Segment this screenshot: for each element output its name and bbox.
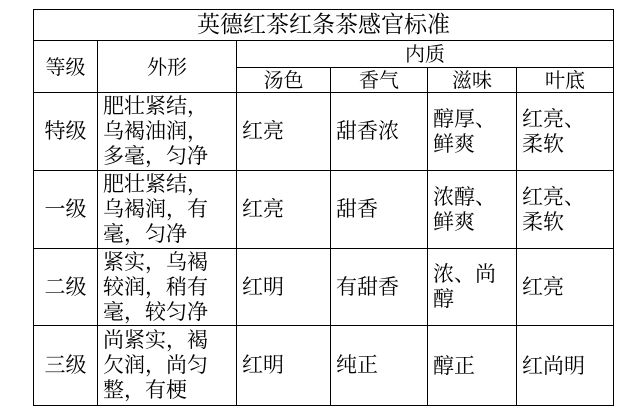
table-row: [34, 326, 614, 406]
cell-infused-leaf-text: 红尚明: [522, 353, 585, 378]
table-row: [34, 171, 614, 249]
tea-grading-table: [33, 9, 614, 406]
cell-grade: 一级: [34, 171, 98, 249]
cell-taste: [428, 249, 517, 326]
cell-taste: [428, 326, 517, 406]
cell-appearance-text: 紧实，乌褐较润，稍有毫，较匀净: [103, 249, 208, 324]
table-title: 英德红茶红条茶感官标准: [34, 10, 614, 41]
header-liquor-color: 汤色: [237, 68, 331, 93]
header-row-1: [34, 41, 614, 68]
header-aroma: 香气: [331, 68, 428, 93]
cell-aroma: 有甜香: [331, 249, 428, 326]
cell-infused-leaf-text: 红亮: [522, 275, 564, 299]
cell-taste-text: 醇正: [433, 353, 475, 378]
cell-taste: [428, 171, 517, 249]
cell-aroma: 甜香浓: [331, 93, 428, 171]
cell-taste-text: 浓、尚醇: [433, 262, 496, 311]
cell-liquor-color: 红明: [237, 249, 331, 326]
cell-infused-leaf: [517, 93, 614, 171]
cell-grade: 三级: [34, 326, 98, 406]
cell-taste: [428, 93, 517, 171]
title-row: [34, 10, 614, 41]
cell-infused-leaf: [517, 326, 614, 406]
cell-appearance: [98, 171, 237, 249]
header-grade: 等级: [34, 41, 98, 93]
header-infused-leaf: 叶底: [517, 68, 614, 93]
cell-taste-text: 醇厚、鲜爽: [433, 106, 496, 156]
cell-infused-leaf: [517, 249, 614, 326]
cell-liquor-color: 红亮: [237, 171, 331, 249]
cell-appearance: [98, 249, 237, 326]
cell-grade: 二级: [34, 249, 98, 326]
header-inner-quality: 内质: [237, 41, 614, 68]
cell-liquor-color: 红亮: [237, 93, 331, 171]
cell-aroma: 甜香: [331, 171, 428, 249]
cell-infused-leaf-text: 红亮、柔软: [522, 184, 585, 234]
table-row: [34, 93, 614, 171]
cell-aroma: 纯正: [331, 326, 428, 406]
header-taste: 滋味: [428, 68, 517, 93]
cell-appearance: [98, 326, 237, 406]
header-appearance: 外形: [98, 41, 237, 93]
cell-appearance: [98, 93, 237, 171]
cell-infused-leaf-text: 红亮、柔软: [522, 106, 585, 156]
cell-appearance-text: 尚紧实，褐欠润，尚匀整，有梗: [103, 328, 208, 402]
cell-appearance-text: 肥壮紧结，乌褐油润，多毫，匀净: [103, 94, 208, 168]
cell-taste-text: 浓醇、鲜爽: [433, 184, 496, 234]
cell-liquor-color: 红明: [237, 326, 331, 406]
cell-grade: 特级: [34, 93, 98, 171]
cell-infused-leaf: [517, 171, 614, 249]
table-row: [34, 249, 614, 326]
cell-appearance-text: 肥壮紧结，乌褐润，有毫，匀净: [103, 172, 208, 246]
